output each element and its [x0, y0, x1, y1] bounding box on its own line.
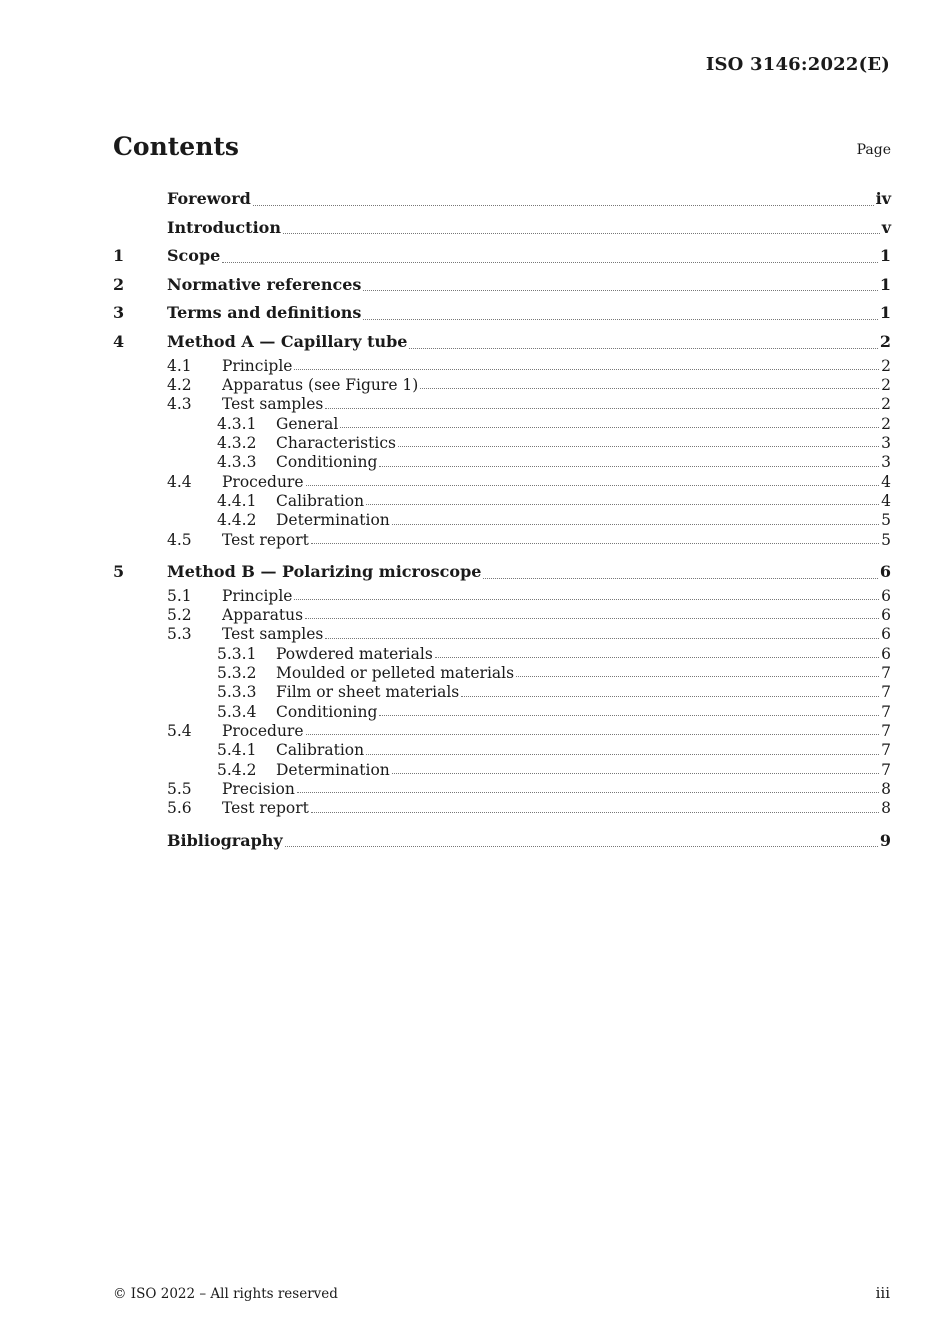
- toc-entry-number: 4.2: [167, 375, 192, 394]
- toc-entry[interactable]: [113, 214, 891, 243]
- toc-entry-title[interactable]: Foreword: [167, 189, 251, 208]
- toc-entry-number: 5.3.1: [217, 644, 257, 663]
- toc-entry-title[interactable]: Introduction: [167, 217, 281, 237]
- toc-entry-number: 4.3.1: [217, 414, 257, 433]
- toc-entry-title[interactable]: Normative references: [167, 274, 362, 294]
- toc-entry-title[interactable]: Powdered materials: [276, 644, 433, 663]
- toc-entry[interactable]: [113, 799, 891, 818]
- toc-dot-leader: [435, 656, 879, 658]
- toc-entry[interactable]: [113, 827, 891, 856]
- toc-entry-page[interactable]: 3: [881, 453, 891, 472]
- toc-entry-title[interactable]: Bibliography: [167, 830, 283, 850]
- toc-dot-leader: [409, 347, 877, 349]
- toc-entry-number: 5.4.1: [217, 741, 257, 760]
- toc-dot-leader: [363, 289, 877, 291]
- toc-entry-number: 4: [113, 331, 125, 351]
- toc-dot-leader: [306, 733, 880, 735]
- toc-entry-title[interactable]: Procedure: [222, 472, 304, 491]
- toc-entry[interactable]: [113, 357, 891, 376]
- toc-entry[interactable]: [113, 492, 891, 511]
- toc-entry-page[interactable]: 7: [881, 683, 891, 702]
- contents-header: [113, 132, 891, 172]
- toc-entry-title[interactable]: Moulded or pelleted materials: [276, 663, 515, 682]
- toc-entry-title[interactable]: Conditioning: [276, 453, 378, 472]
- toc-dot-leader: [325, 637, 879, 639]
- toc-dot-leader: [516, 675, 879, 677]
- toc-dot-leader: [311, 811, 879, 813]
- page-column-label: Page: [856, 142, 891, 158]
- toc-entry-number: 1: [113, 246, 125, 266]
- toc-entry-title[interactable]: Principle: [222, 586, 293, 605]
- toc-entry-page[interactable]: 2: [879, 331, 891, 351]
- toc-entry[interactable]: [113, 328, 891, 357]
- toc-entry[interactable]: [113, 606, 891, 625]
- toc-entry-page[interactable]: 7: [881, 741, 891, 760]
- toc-entry-page[interactable]: 4: [881, 472, 891, 491]
- toc-entry-page[interactable]: 5: [881, 511, 891, 530]
- toc-entry-number: 5.5: [167, 780, 192, 799]
- toc-entry[interactable]: [113, 645, 891, 664]
- toc-entry-title[interactable]: Apparatus (see Figure 1): [222, 375, 419, 394]
- toc-entry[interactable]: [113, 185, 891, 214]
- toc-dot-leader: [305, 617, 879, 619]
- toc-entry-page[interactable]: 1: [879, 246, 891, 266]
- toc-entry-number: 5.3: [167, 625, 192, 644]
- toc-dot-leader: [379, 465, 879, 467]
- toc-entry-title[interactable]: Test samples: [222, 395, 324, 414]
- toc-entry-title[interactable]: Test samples: [222, 625, 324, 644]
- toc-entry-title[interactable]: Apparatus: [222, 605, 304, 624]
- toc-dot-leader: [483, 577, 877, 579]
- toc-dot-leader: [294, 598, 879, 600]
- toc-entry[interactable]: [113, 299, 891, 328]
- toc-dot-leader: [285, 845, 878, 847]
- toc-dot-leader: [363, 318, 877, 320]
- toc-entry-title[interactable]: Determination: [276, 511, 390, 530]
- toc-entry-number: 4.5: [167, 530, 192, 549]
- toc-entry-number: 5.3.3: [217, 683, 257, 702]
- toc-entry[interactable]: [113, 558, 891, 587]
- toc-entry-page[interactable]: 6: [881, 625, 891, 644]
- toc-entry-page[interactable]: 7: [881, 663, 891, 682]
- toc-dot-leader: [392, 772, 879, 774]
- toc-entry-page[interactable]: v: [881, 217, 891, 237]
- toc-entry-number: 4.4: [167, 472, 192, 491]
- page-number: iii: [875, 1284, 890, 1302]
- toc-entry-number: 4.3: [167, 395, 192, 414]
- toc-entry-title[interactable]: Principle: [222, 356, 293, 375]
- toc-entry-number: 4.4.1: [217, 491, 257, 510]
- toc-entry-page[interactable]: 2: [881, 395, 891, 414]
- toc-entry-number: 5: [113, 562, 125, 581]
- toc-entry[interactable]: [113, 780, 891, 799]
- toc-dot-leader: [325, 407, 879, 409]
- toc-entry-page[interactable]: 9: [879, 830, 891, 850]
- toc-entry-page[interactable]: 1: [879, 274, 891, 294]
- toc-entry-page[interactable]: 2: [881, 414, 891, 433]
- toc-entry-page[interactable]: 3: [881, 433, 891, 452]
- toc-entry-title[interactable]: Film or sheet materials: [276, 683, 460, 702]
- toc-entry[interactable]: [113, 511, 891, 530]
- toc-dot-leader: [297, 791, 879, 793]
- toc-entry-page[interactable]: 6: [879, 562, 891, 581]
- toc-entry[interactable]: [113, 531, 891, 550]
- toc-entry-title[interactable]: Scope: [167, 246, 221, 266]
- toc-entry-number: 4.3.3: [217, 453, 257, 472]
- toc-entry[interactable]: [113, 242, 891, 271]
- toc-dot-leader: [461, 695, 879, 697]
- toc-entry[interactable]: [113, 587, 891, 606]
- toc-entry-page[interactable]: 7: [881, 760, 891, 779]
- toc-dot-leader: [222, 261, 878, 263]
- toc-entry-number: 5.4: [167, 722, 192, 740]
- toc-entry-title[interactable]: Calibration: [276, 491, 365, 510]
- toc-entry[interactable]: [113, 473, 891, 492]
- toc-entry-page[interactable]: 2: [881, 375, 891, 394]
- toc-dot-leader: [253, 204, 874, 206]
- table-of-contents: [113, 185, 891, 855]
- toc-entry-title[interactable]: Method A — Capillary tube: [167, 331, 408, 351]
- toc-entry-title[interactable]: Precision: [222, 780, 295, 799]
- toc-entry-page[interactable]: 2: [881, 356, 891, 375]
- toc-entry-number: 5.4.2: [217, 760, 257, 779]
- toc-dot-leader: [398, 445, 879, 447]
- toc-entry-number: 5.6: [167, 799, 192, 818]
- toc-dot-leader: [366, 753, 879, 755]
- toc-dot-leader: [306, 484, 880, 486]
- toc-entry[interactable]: [113, 434, 891, 453]
- toc-entry-title[interactable]: Conditioning: [276, 702, 378, 721]
- toc-entry-title[interactable]: Determination: [276, 760, 390, 779]
- toc-dot-leader: [392, 523, 879, 525]
- toc-entry[interactable]: [113, 625, 891, 644]
- toc-entry-number: 4.1: [167, 356, 192, 375]
- toc-entry[interactable]: [113, 683, 891, 702]
- toc-entry-number: 5.1: [167, 586, 192, 605]
- toc-dot-leader: [294, 368, 879, 370]
- toc-entry-number: 4.4.2: [217, 511, 257, 530]
- toc-dot-leader: [311, 542, 879, 544]
- toc-entry-page[interactable]: 7: [881, 722, 891, 740]
- toc-entry-title[interactable]: Test report: [222, 799, 309, 818]
- document-id: ISO 3146:2022(E): [705, 54, 890, 75]
- toc-entry-title[interactable]: Test report: [222, 530, 309, 549]
- toc-entry-title[interactable]: Method B — Polarizing microscope: [167, 562, 482, 581]
- toc-entry-number: 5.2: [167, 605, 192, 624]
- contents-title: Contents: [113, 132, 240, 161]
- toc-entry[interactable]: [113, 415, 891, 434]
- toc-entry[interactable]: [113, 722, 891, 741]
- toc-entry-page[interactable]: iv: [875, 189, 891, 208]
- toc-dot-leader: [420, 387, 879, 389]
- toc-entry-title[interactable]: Characteristics: [276, 433, 396, 452]
- toc-entry-title[interactable]: General: [276, 414, 339, 433]
- toc-entry-page[interactable]: 6: [881, 586, 891, 605]
- toc-entry-title[interactable]: Procedure: [222, 722, 304, 740]
- toc-entry-page[interactable]: 8: [881, 780, 891, 799]
- toc-entry-page[interactable]: 7: [881, 702, 891, 721]
- toc-dot-leader: [340, 426, 879, 428]
- toc-entry-page[interactable]: 6: [881, 605, 891, 624]
- toc-entry[interactable]: [113, 376, 891, 395]
- toc-entry[interactable]: [113, 664, 891, 683]
- toc-dot-leader: [366, 503, 879, 505]
- toc-entry[interactable]: [113, 395, 891, 414]
- copyright-notice: © ISO 2022 – All rights reserved: [113, 1286, 338, 1302]
- toc-entry-title[interactable]: Terms and definitions: [167, 303, 362, 323]
- toc-entry-page[interactable]: 6: [881, 644, 891, 663]
- toc-entry-title[interactable]: Calibration: [276, 741, 365, 760]
- toc-entry[interactable]: [113, 741, 891, 760]
- toc-entry[interactable]: [113, 703, 891, 722]
- toc-entry-page[interactable]: 1: [879, 303, 891, 323]
- toc-entry[interactable]: [113, 271, 891, 300]
- toc-dot-leader: [379, 714, 879, 716]
- toc-entry-number: 3: [113, 303, 125, 323]
- toc-entry-number: 5.3.2: [217, 663, 257, 682]
- toc-entry-number: 4.3.2: [217, 433, 257, 452]
- toc-entry-page[interactable]: 5: [881, 530, 891, 549]
- toc-entry-page[interactable]: 8: [881, 799, 891, 818]
- toc-entry-page[interactable]: 4: [881, 491, 891, 510]
- toc-entry[interactable]: [113, 761, 891, 780]
- toc-dot-leader: [283, 232, 880, 234]
- toc-entry-number: 2: [113, 274, 125, 294]
- toc-entry-number: 5.3.4: [217, 702, 257, 721]
- toc-entry[interactable]: [113, 453, 891, 472]
